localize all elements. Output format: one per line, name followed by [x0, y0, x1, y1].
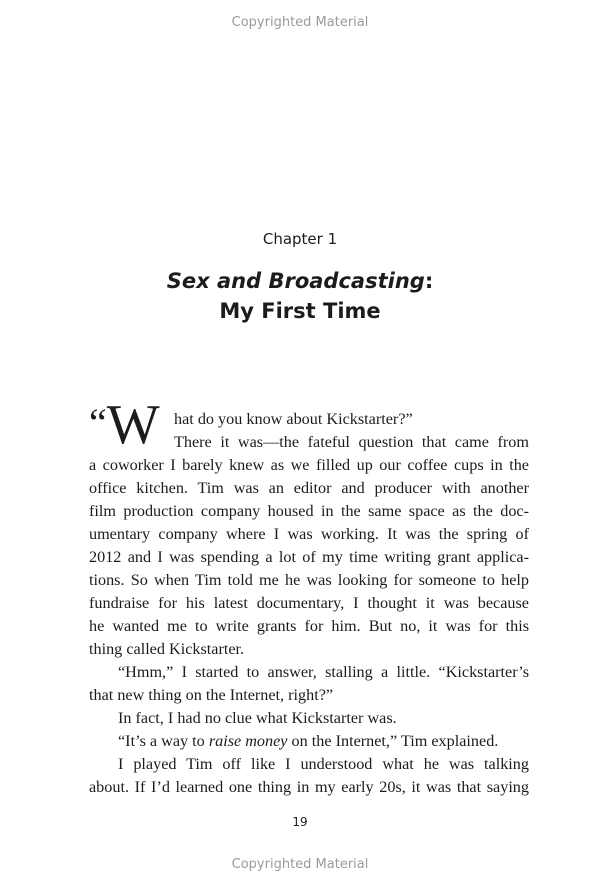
text-line: about. If I’d learned one thing in my early 20s, it was that saying — [89, 778, 529, 796]
text-line: umentary company where I was working. It was the spring of — [89, 525, 529, 543]
drop-cap-letter: W — [106, 394, 160, 456]
text-line: I played Tim off like I understood what he was talking — [118, 755, 529, 773]
text-line: hat do you know about Kickstarter?” — [174, 410, 413, 428]
body-text — [89, 394, 529, 799]
text-line: tions. So when Tim told me he was looking for someone to help — [89, 571, 529, 589]
chapter-subtitle: My First Time — [219, 299, 381, 323]
text-line: “Hmm,” I started to answer, stalling a little. “Kickstarter’s — [118, 663, 529, 681]
text-emphasis: raise money — [208, 732, 288, 750]
text-line: 2012 and I was spending a lot of my time writing grant applica- — [89, 548, 529, 566]
chapter-title-colon: : — [424, 269, 434, 293]
text-line: film production company housed in the same space as the doc- — [89, 502, 529, 520]
text-segment: on the Internet,” Tim explained. — [287, 732, 499, 750]
text-line — [89, 730, 529, 753]
text-line: he wanted me to write grants for him. But no, it was for this — [89, 617, 529, 635]
text-line: a coworker I barely knew as we filled up our coffee cups in the — [89, 456, 529, 474]
chapter-label: Chapter 1 — [262, 230, 338, 248]
text-line: There it was—the fateful question that came from — [174, 433, 529, 451]
text-line: thing called Kickstarter. — [89, 640, 245, 658]
text-line: that new thing on the Internet, right?” — [89, 686, 334, 704]
text-line: fundraise for his latest documentary, I thought it was because — [89, 594, 529, 612]
text-line: In fact, I had no clue what Kickstarter was. — [118, 709, 397, 727]
text-line: office kitchen. Tim was an editor and producer with another — [89, 479, 529, 497]
drop-cap-quote: “ — [89, 400, 107, 445]
copyright-watermark-top: Copyrighted Material — [231, 15, 369, 30]
page-number: 19 — [292, 815, 308, 829]
chapter-title-italic: Sex and Broadcasting — [166, 269, 425, 293]
chapter-title — [0, 266, 600, 326]
copyright-watermark-bottom: Copyrighted Material — [231, 857, 369, 872]
text-segment: “It’s a way to — [118, 732, 209, 750]
